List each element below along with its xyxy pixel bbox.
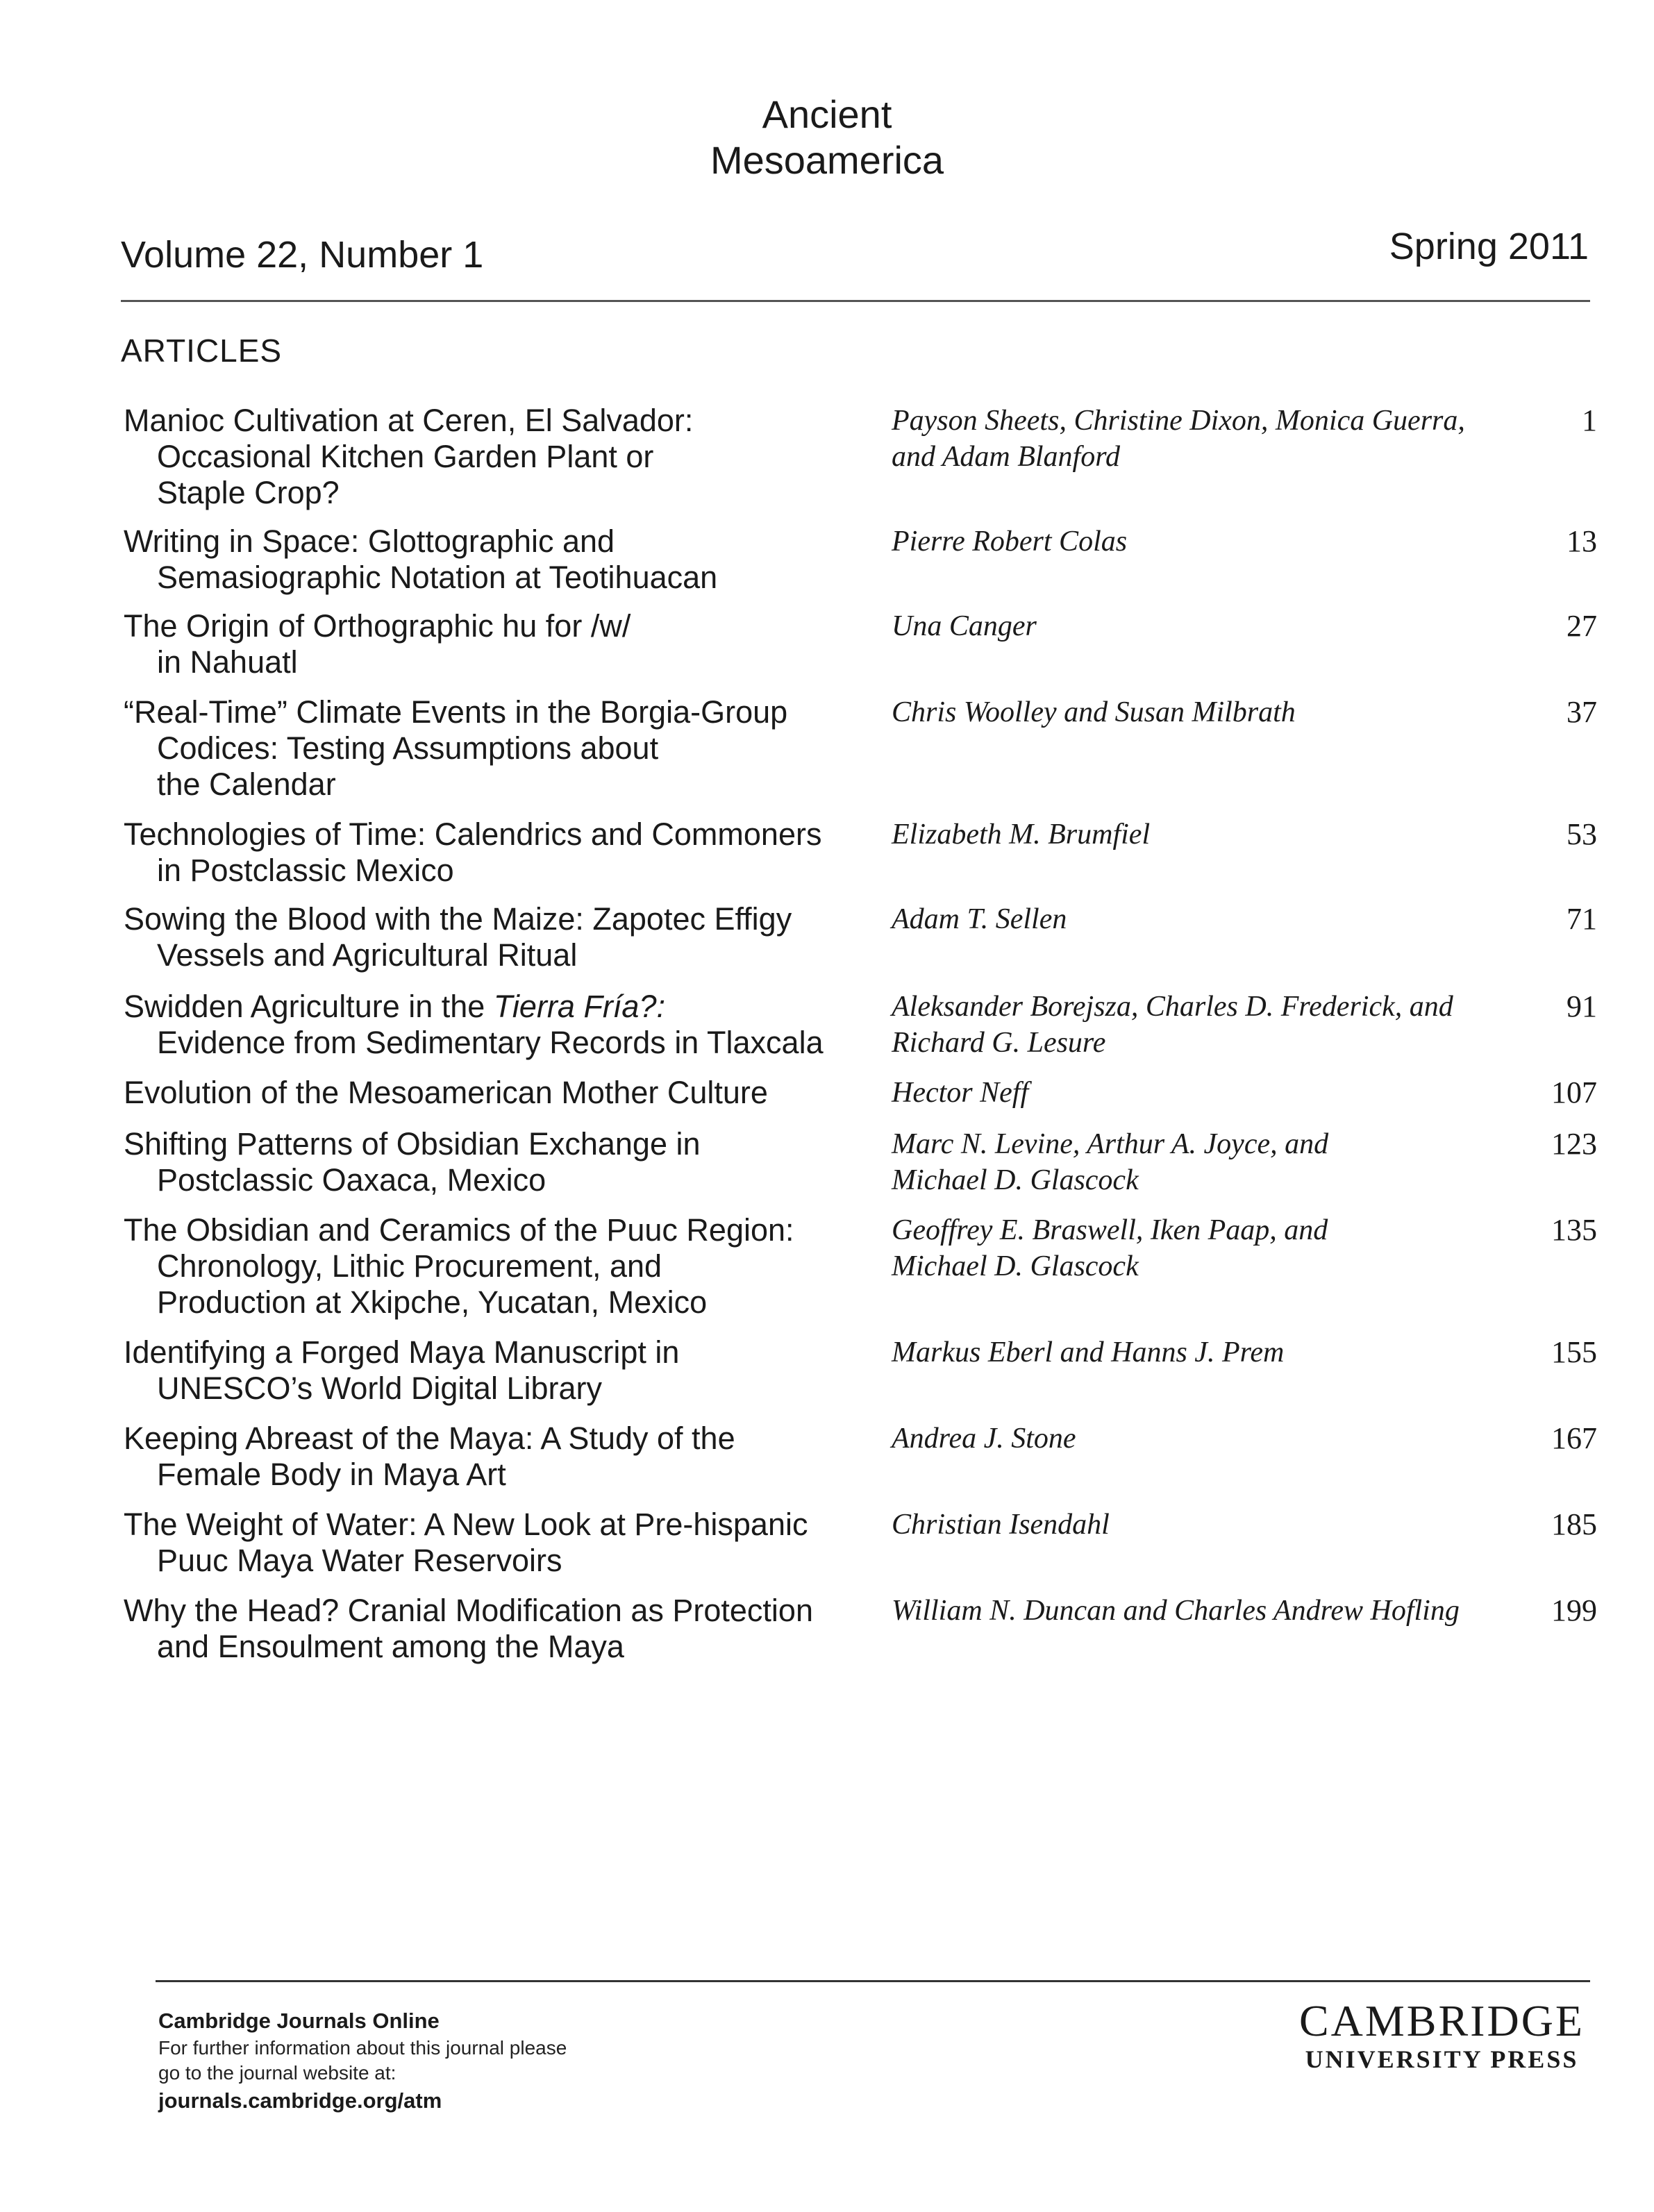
article-title-line: Chronology, Lithic Procurement, and [157,1248,662,1284]
journal-title-line2: Mesoamerica [710,138,944,182]
article-title [124,403,860,511]
article-title [124,694,860,803]
journal-title-line1: Ancient [762,92,892,136]
article-title-line: Evidence from Sedimentary Records in Tlaxcala [157,1025,824,1060]
article-title-text: Swidden Agriculture in the [124,989,494,1024]
article-page-number: 123 [1551,1127,1597,1161]
article-title-line: Keeping Abreast of the Maya: A Study of the [124,1421,735,1456]
article-title-line: The Origin of Orthographic hu for /w/ [124,608,631,644]
article-page-number: 185 [1551,1507,1597,1541]
article-title-line: Female Body in Maya Art [157,1457,506,1492]
footer-divider [156,1980,1590,1982]
article-title [124,1421,860,1493]
article-authors [892,523,1461,560]
article-title-line: Writing in Space: Glottographic and [124,523,615,559]
article-title [124,1126,860,1198]
article-title [124,1507,860,1579]
article-title-italic: Tierra Fría?: [493,989,665,1024]
article-page-number: 13 [1567,524,1597,558]
article-title-line: Vessels and Agricultural Ritual [157,937,578,973]
article-authors [892,1593,1461,1629]
article-title-line: Staple Crop? [157,475,340,510]
article-title-line: Technologies of Time: Calendrics and Commoners [124,816,822,852]
article-title-line: Semasiographic Notation at Teotihuacan [157,560,718,595]
article-authors-line: and Adam Blanford [892,441,1121,473]
article-authors-line: Hector Neff [892,1077,1029,1109]
article-authors-line: Marc N. Levine, Arthur A. Joyce, and [892,1128,1329,1160]
article-authors-line: Una Canger [892,610,1037,642]
publisher-name: CAMBRIDGE [1298,1996,1585,2045]
cjo-text-line2: go to the journal website at: [158,2062,396,2084]
article-page-number: 37 [1567,695,1597,729]
article-authors [892,1334,1461,1371]
article-title-line: Occasional Kitchen Garden Plant or [157,439,654,474]
article-authors [892,608,1461,644]
article-authors [892,1507,1461,1543]
article-authors-line: Geoffrey E. Braswell, Iken Paap, and [892,1214,1328,1246]
publisher-logo [1299,1997,1585,2073]
section-heading: ARTICLES [121,333,283,369]
article-title [124,816,860,889]
article-page-number: 53 [1567,817,1597,851]
article-title-line: Postclassic Oaxaca, Mexico [157,1162,546,1198]
article-authors-line: Michael D. Glascock [892,1164,1139,1196]
article-page-number: 107 [1551,1075,1597,1109]
article-title-line: Manioc Cultivation at Ceren, El Salvador: [124,403,694,438]
article-authors [892,1075,1461,1111]
journal-website-link[interactable]: journals.cambridge.org/atm [158,2088,442,2113]
issue-volume: Volume 22, Number 1 [121,234,484,276]
journal-title [0,92,1654,183]
article-authors-line: Markus Eberl and Hanns J. Prem [892,1337,1285,1368]
article-title [124,1212,860,1321]
article-title-line: in Postclassic Mexico [157,853,454,888]
article-authors [892,816,1461,853]
article-title-line: and Ensoulment among the Maya [157,1629,624,1664]
article-authors [892,694,1461,730]
article-authors-line: Andrea J. Stone [892,1423,1076,1455]
article-title [124,989,860,1061]
article-authors-line: Chris Woolley and Susan Milbrath [892,696,1296,728]
article-title-line: UNESCO’s World Digital Library [157,1371,603,1406]
article-authors-line: Christian Isendahl [892,1509,1110,1541]
article-page-number: 199 [1551,1593,1597,1627]
article-page-number: 27 [1567,609,1597,643]
article-title-line: “Real-Time” Climate Events in the Borgia-Group [124,694,788,730]
article-title-line: Codices: Testing Assumptions about [157,730,659,766]
article-title-line: Puuc Maya Water Reservoirs [157,1543,562,1578]
article-authors-line: Adam T. Sellen [892,903,1067,935]
article-title [124,1593,860,1665]
article-authors-line: Aleksander Borejsza, Charles D. Frederick, and [892,991,1453,1023]
article-page-number: 155 [1551,1335,1597,1369]
article-title-line: Identifying a Forged Maya Manuscript in [124,1334,680,1370]
article-authors [892,1126,1461,1198]
article-title-line: The Weight of Water: A New Look at Pre-hispanic [124,1507,808,1542]
article-title [124,523,860,596]
article-authors-line: Payson Sheets, Christine Dixon, Monica Guerra, [892,405,1465,437]
cjo-info [158,2006,567,2116]
article-authors-line: Richard G. Lesure [892,1027,1106,1059]
article-title-line: Sowing the Blood with the Maize: Zapotec Effigy [124,901,792,937]
article-title-line: Shifting Patterns of Obsidian Exchange in [124,1126,701,1162]
cjo-text-line1: For further information about this journal please [158,2037,567,2059]
article-authors-line: William N. Duncan and Charles Andrew Hofling [892,1595,1460,1627]
publisher-subtitle: UNIVERSITY PRESS [1305,2045,1579,2073]
article-authors-line: Michael D. Glascock [892,1250,1139,1282]
article-authors [892,403,1465,475]
article-title-line [124,989,860,1025]
article-page-number: 71 [1567,902,1597,936]
article-title [124,1075,860,1111]
article-title [124,1334,860,1407]
issue-season: Spring 2011 [1389,226,1589,267]
article-title-line: The Obsidian and Ceramics of the Puuc Region: [124,1212,794,1248]
article-page-number: 167 [1551,1421,1597,1455]
article-title-line: Production at Xkipche, Yucatan, Mexico [157,1284,708,1320]
header-divider [121,300,1590,302]
article-title [124,608,860,680]
article-authors [892,901,1461,937]
article-page-number: 1 [1582,403,1597,437]
article-title-line: Evolution of the Mesoamerican Mother Culture [124,1075,768,1110]
article-title-line: in Nahuatl [157,644,298,680]
article-title-line: Why the Head? Cranial Modification as Protection [124,1593,813,1628]
article-page-number: 135 [1551,1213,1597,1247]
article-authors-line: Pierre Robert Colas [892,526,1128,558]
article-title-line: the Calendar [157,766,336,802]
article-authors [892,1421,1461,1457]
article-authors-line: Elizabeth M. Brumfiel [892,819,1151,851]
article-page-number: 91 [1567,989,1597,1023]
article-title [124,901,860,973]
article-authors [892,989,1461,1061]
cjo-title: Cambridge Journals Online [158,2009,440,2033]
article-authors [892,1212,1461,1284]
